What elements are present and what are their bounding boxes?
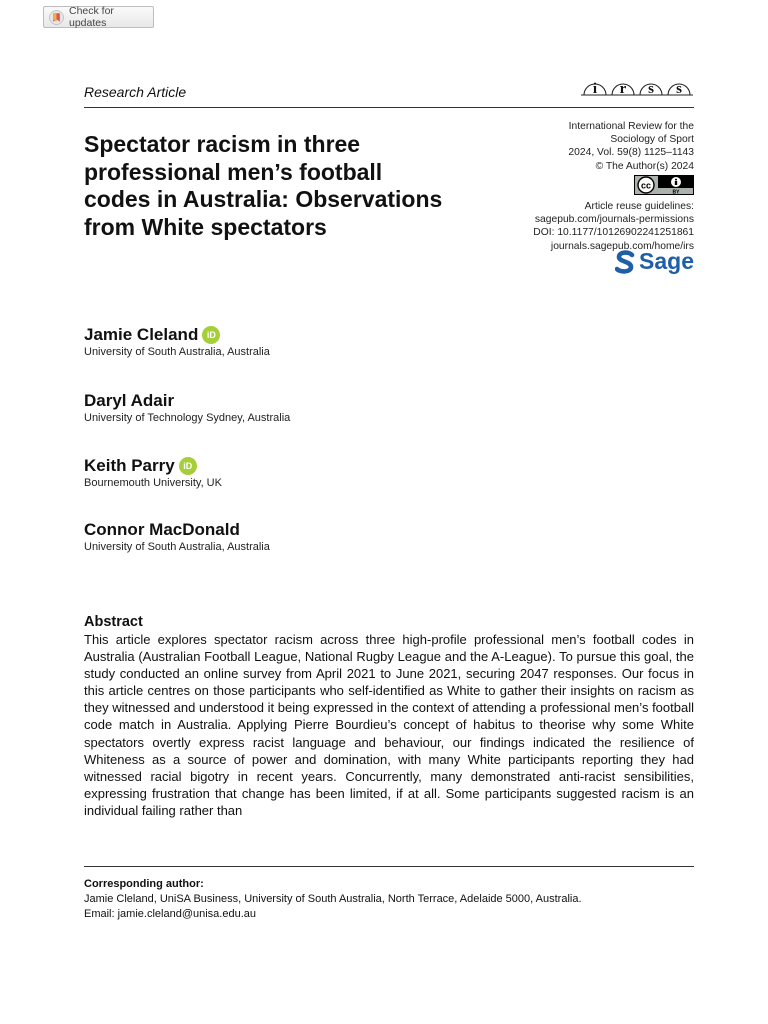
author-affiliation: University of South Australia, Australia: [84, 346, 270, 358]
copyright: © The Author(s) 2024: [595, 160, 694, 172]
header-divider: [84, 107, 694, 108]
journal-info: [533, 120, 694, 253]
journal-logo-letter: s: [648, 81, 654, 97]
journal-name-line-2: Sociology of Sport: [610, 134, 694, 146]
publisher-name: Sage: [639, 248, 694, 274]
creative-commons-by-icon[interactable]: [634, 175, 694, 195]
journal-home-link[interactable]: journals.sagepub.com/home/irs: [550, 240, 694, 252]
author-name: Daryl Adair: [84, 391, 175, 410]
author: [84, 520, 270, 553]
author: [84, 456, 222, 489]
journal-logo: [581, 72, 695, 98]
crossmark-icon: [49, 10, 64, 25]
author-affiliation: University of South Australia, Australia: [84, 541, 270, 553]
author: [84, 391, 290, 424]
author-name: Jamie Cleland: [84, 325, 199, 344]
journal-volume: 2024, Vol. 59(8) 1125–1143: [568, 147, 694, 159]
article-type: Research Article: [84, 84, 187, 100]
journal-name-line-1: International Review for the: [568, 121, 694, 132]
journal-logo-letter: r: [619, 81, 627, 97]
orcid-icon[interactable]: iD: [179, 457, 197, 475]
svg-text:cc: cc: [640, 180, 652, 191]
corresponding-author-heading: Corresponding author:: [84, 878, 204, 890]
footer-divider: [84, 866, 694, 867]
check-for-updates-button[interactable]: [43, 6, 154, 28]
journal-logo-letter: i: [592, 81, 598, 97]
permissions-link[interactable]: sagepub.com/journals-permissions: [534, 214, 694, 226]
reuse-guidelines-label: Article reuse guidelines:: [584, 201, 694, 213]
author-name: Connor MacDonald: [84, 520, 240, 539]
corresponding-author-email[interactable]: Email: jamie.cleland@unisa.edu.au: [84, 908, 256, 920]
abstract-text: This article explores spectator racism across three high-profile professional men’s football codes in Australia (Australian Football League, National Rugby League and the A-League). To pursue this goal, the study conducted an online survey from April 2021 to June 2021, securing 2047 responses. Our focus in this article centres on those participants who self-identified as White to gather their insights on racism as they witnessed and understood it being expressed in the context of attending a professional men’s football code match in Australia. Applying Pierre Bourdieu’s concept of habitus to theorise why some White spectators overtly express racist language and behaviour, our findings indicated the resilience of Whiteness as a source of power and domination, with many White participants reporting they had witnessed racial bigotry in recent years. Concurrently, many demonstrated anti-racist sensibilities, expressing frustration that change has been limited, if at all. Some participants suggested racism is an individual failing rather than: [84, 632, 694, 818]
sage-logo: [615, 248, 694, 275]
doi-link[interactable]: DOI: 10.1177/10126902241251861: [533, 227, 694, 239]
article-title: Spectator racism in three professional men’s football codes in Australia: Observations from White spectators: [84, 131, 443, 240]
author: [84, 325, 270, 358]
sage-s-icon: [615, 250, 635, 274]
author-affiliation: Bournemouth University, UK: [84, 477, 222, 489]
svg-text:BY: BY: [672, 189, 680, 195]
journal-logo-letter: s: [676, 81, 682, 97]
author-name: Keith Parry: [84, 456, 175, 475]
author-affiliation: University of Technology Sydney, Australia: [84, 412, 291, 424]
check-for-updates-label: Check for updates: [69, 5, 114, 29]
corresponding-author: [84, 877, 582, 922]
abstract-heading: Abstract: [84, 614, 143, 630]
corresponding-author-address: Jamie Cleland, UniSA Business, University of South Australia, North Terrace, Adelaide 5000, Australia.: [84, 893, 582, 905]
orcid-icon[interactable]: iD: [202, 326, 220, 344]
